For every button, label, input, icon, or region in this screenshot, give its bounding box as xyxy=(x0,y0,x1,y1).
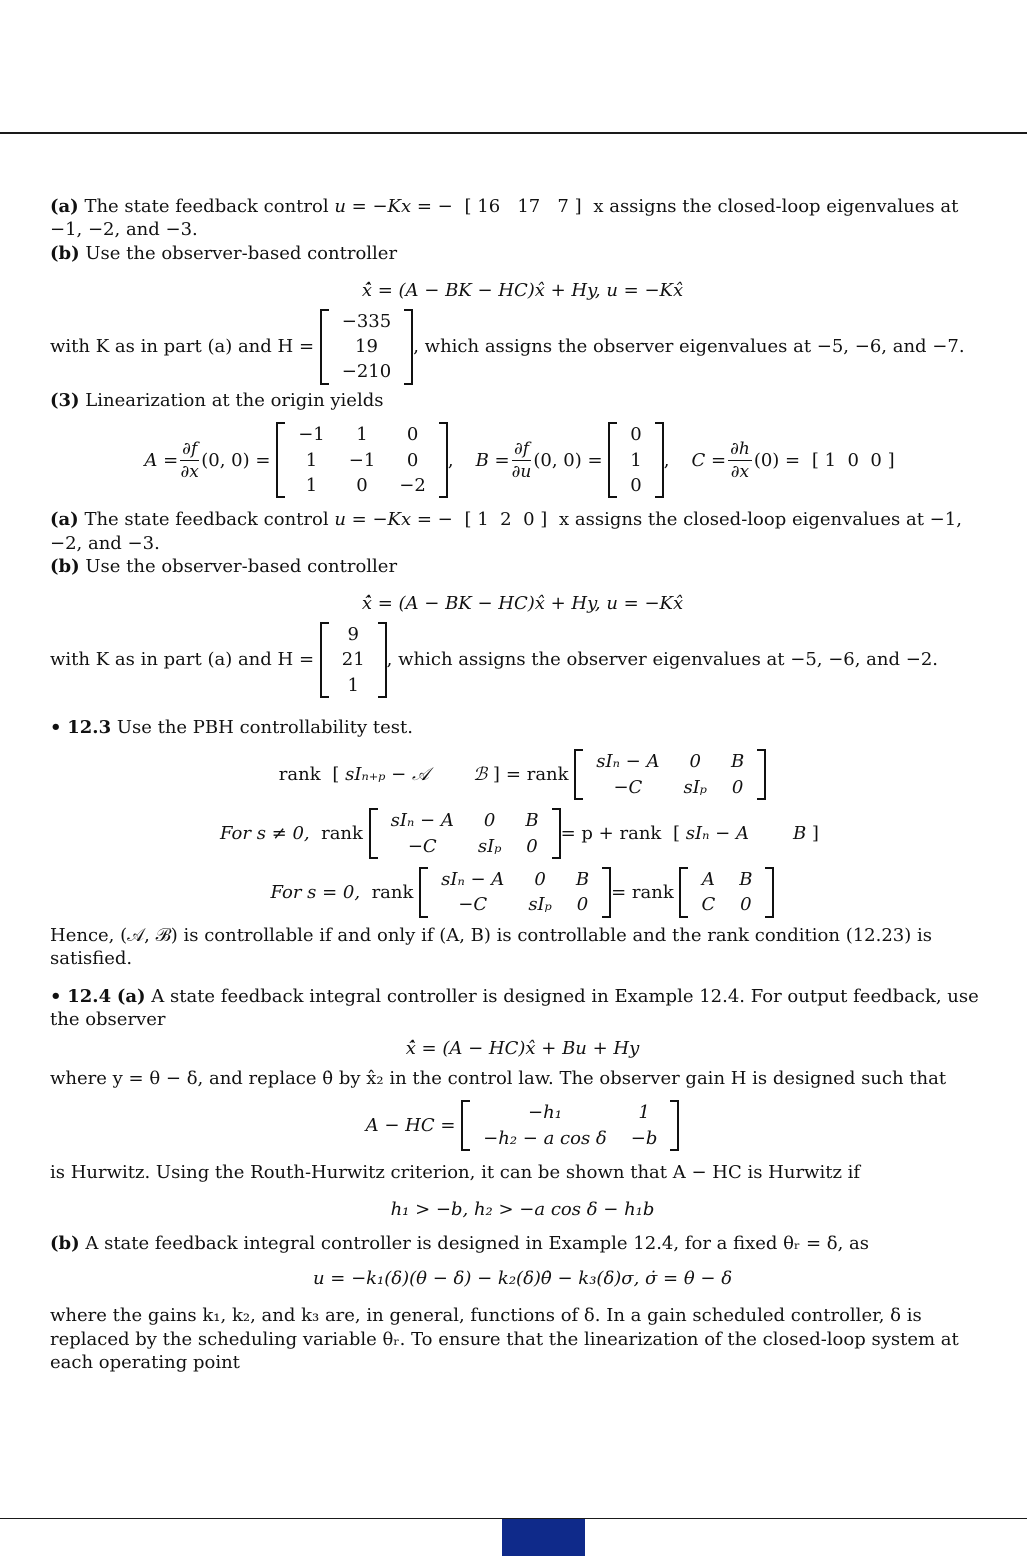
k-vector-1: [ 16 17 7 ] xyxy=(464,196,582,217)
pbh-matrix-1: sIₙ − A 0 B −C sIₚ 0 xyxy=(574,749,766,800)
observer-eq-2: x̂̇ = (A − BK − HC)x̂ + Hy, u = −Kx̂ xyxy=(361,593,684,615)
para-3a: (a) The state feedback control u = −Kx = − [ 1 2 0 ] x assigns the closed-loop eigenvalues at −1, −2, and −3. xyxy=(50,509,962,554)
k-vector-2: [ 1 2 0 ] xyxy=(464,509,548,531)
para-12-4b: (b) A state feedback integral controller is designed in Example 12.4, for a fixed θᵣ = δ, as xyxy=(50,1232,870,1254)
para-3b: (b) Use the observer-based controller xyxy=(50,556,398,578)
a-matrix: −1 1 0 1 −1 0 1 0 −2 xyxy=(276,422,448,498)
h-gain-row-2: with K as in part (a) and H = 9 21 1 , which assigns the observer eigenvalues at −5, −6, and −2. xyxy=(50,622,995,698)
para-12-3: • 12.3 Use the PBH controllability test. xyxy=(50,717,413,739)
pbh-eq-1: rank [ sIₙ₊ₚ − 𝒜 ℬ ] = rank sIₙ − A 0 B −C sIₚ 0 xyxy=(50,749,995,800)
a-minus-hc-eq: A − HC = −h₁ 1 −h₂ − a cos δ −b xyxy=(50,1100,995,1151)
observer-eq-1: x̂̇ = (A − BK − HC)x̂ + Hy, u = −Kx̂ xyxy=(361,280,684,302)
pbh-left-block: [ sIₙ₊ₚ − 𝒜 ℬ ] xyxy=(332,764,500,786)
linearization-eq: A = $\frac{\partial f}{\partial x}$ (0, 0) = −1 1 0 1 −1 0 1 0 −2 , B = $\frac{\partial f}{\partial u}$ (0, 0) = 0 1 0 , C = $\frac{\partial h}{\partial x}$ (0) = [ 1 0 0 ] xyxy=(50,422,995,498)
page-number-tab xyxy=(502,1519,585,1556)
para-3: (3) Linearization at the origin yields xyxy=(50,389,384,411)
para-12-4-hurwitz: is Hurwitz. Using the Routh-Hurwitz criterion, it can be shown that A − HC is Hurwitz if xyxy=(50,1161,861,1183)
para-12-4a: • 12.4 (a) A state feedback integral controller is designed in Example 12.4. For output feedback, use the observer xyxy=(50,985,979,1030)
pbh-eq-2: For s ≠ 0, rank sIₙ − A 0 B −C sIₚ 0 = p + rank [ sIₙ − A B ] xyxy=(50,808,995,859)
pbh-right-block: [ sIₙ − A B ] xyxy=(673,822,819,844)
header-rule xyxy=(0,132,1027,134)
observer-eq-3: x̂̇ = (A − HC)x̂ + Bu + Hy xyxy=(405,1038,640,1060)
para-1a: (a) The state feedback control u = −Kx = − [ 16 17 7 ] x assigns the closed-loop eigenvalues at −1, −2, and −3. xyxy=(50,196,959,241)
hurwitz-condition: h₁ > −b, h₂ > −a cos δ − h₁b xyxy=(390,1199,655,1221)
pbh-eq-3: For s = 0, rank sIₙ − A 0 B −C sIₚ 0 = rank A B C 0 xyxy=(50,867,995,918)
control-law-eq: u = −k₁(δ)(θ − δ) − k₂(δ)θ̇ − k₃(δ)σ, σ̇ = θ − δ xyxy=(312,1268,733,1290)
h-matrix-2: 9 21 1 xyxy=(320,622,387,698)
para-12-3-conclusion: Hence, (𝒜, ℬ) is controllable if and only if (A, B) is controllable and the rank condition (12.23) is satisfied. xyxy=(50,924,932,970)
para-12-4-final: where the gains k₁, k₂, and k₃ are, in general, functions of δ. In a gain scheduled controller, δ is replaced by the scheduling variable θᵣ. To ensure that the linearization of the closed-loop system at each operating point xyxy=(50,1305,959,1374)
page-body xyxy=(50,195,995,1375)
h-gain-row-1: with K as in part (a) and H = −335 19 −210 , which assigns the observer eigenvalues at −5, −6, and −7. xyxy=(50,309,995,385)
pbh-matrix-3: sIₙ − A 0 B −C sIₚ 0 xyxy=(419,867,611,918)
pbh-matrix-2: sIₙ − A 0 B −C sIₚ 0 xyxy=(369,808,561,859)
para-12-4-where: where y = θ − δ, and replace θ̇ by x̂₂ in the control law. The observer gain H is designed such that xyxy=(50,1067,947,1089)
para-1b: (b) Use the observer-based controller xyxy=(50,242,398,264)
a-minus-hc-matrix: −h₁ 1 −h₂ − a cos δ −b xyxy=(461,1100,679,1151)
ac-matrix: A B C 0 xyxy=(679,867,774,918)
c-matrix: [ 1 0 0 ] xyxy=(811,449,895,471)
h-matrix-1: −335 19 −210 xyxy=(320,309,413,385)
b-matrix: 0 1 0 xyxy=(608,422,663,498)
